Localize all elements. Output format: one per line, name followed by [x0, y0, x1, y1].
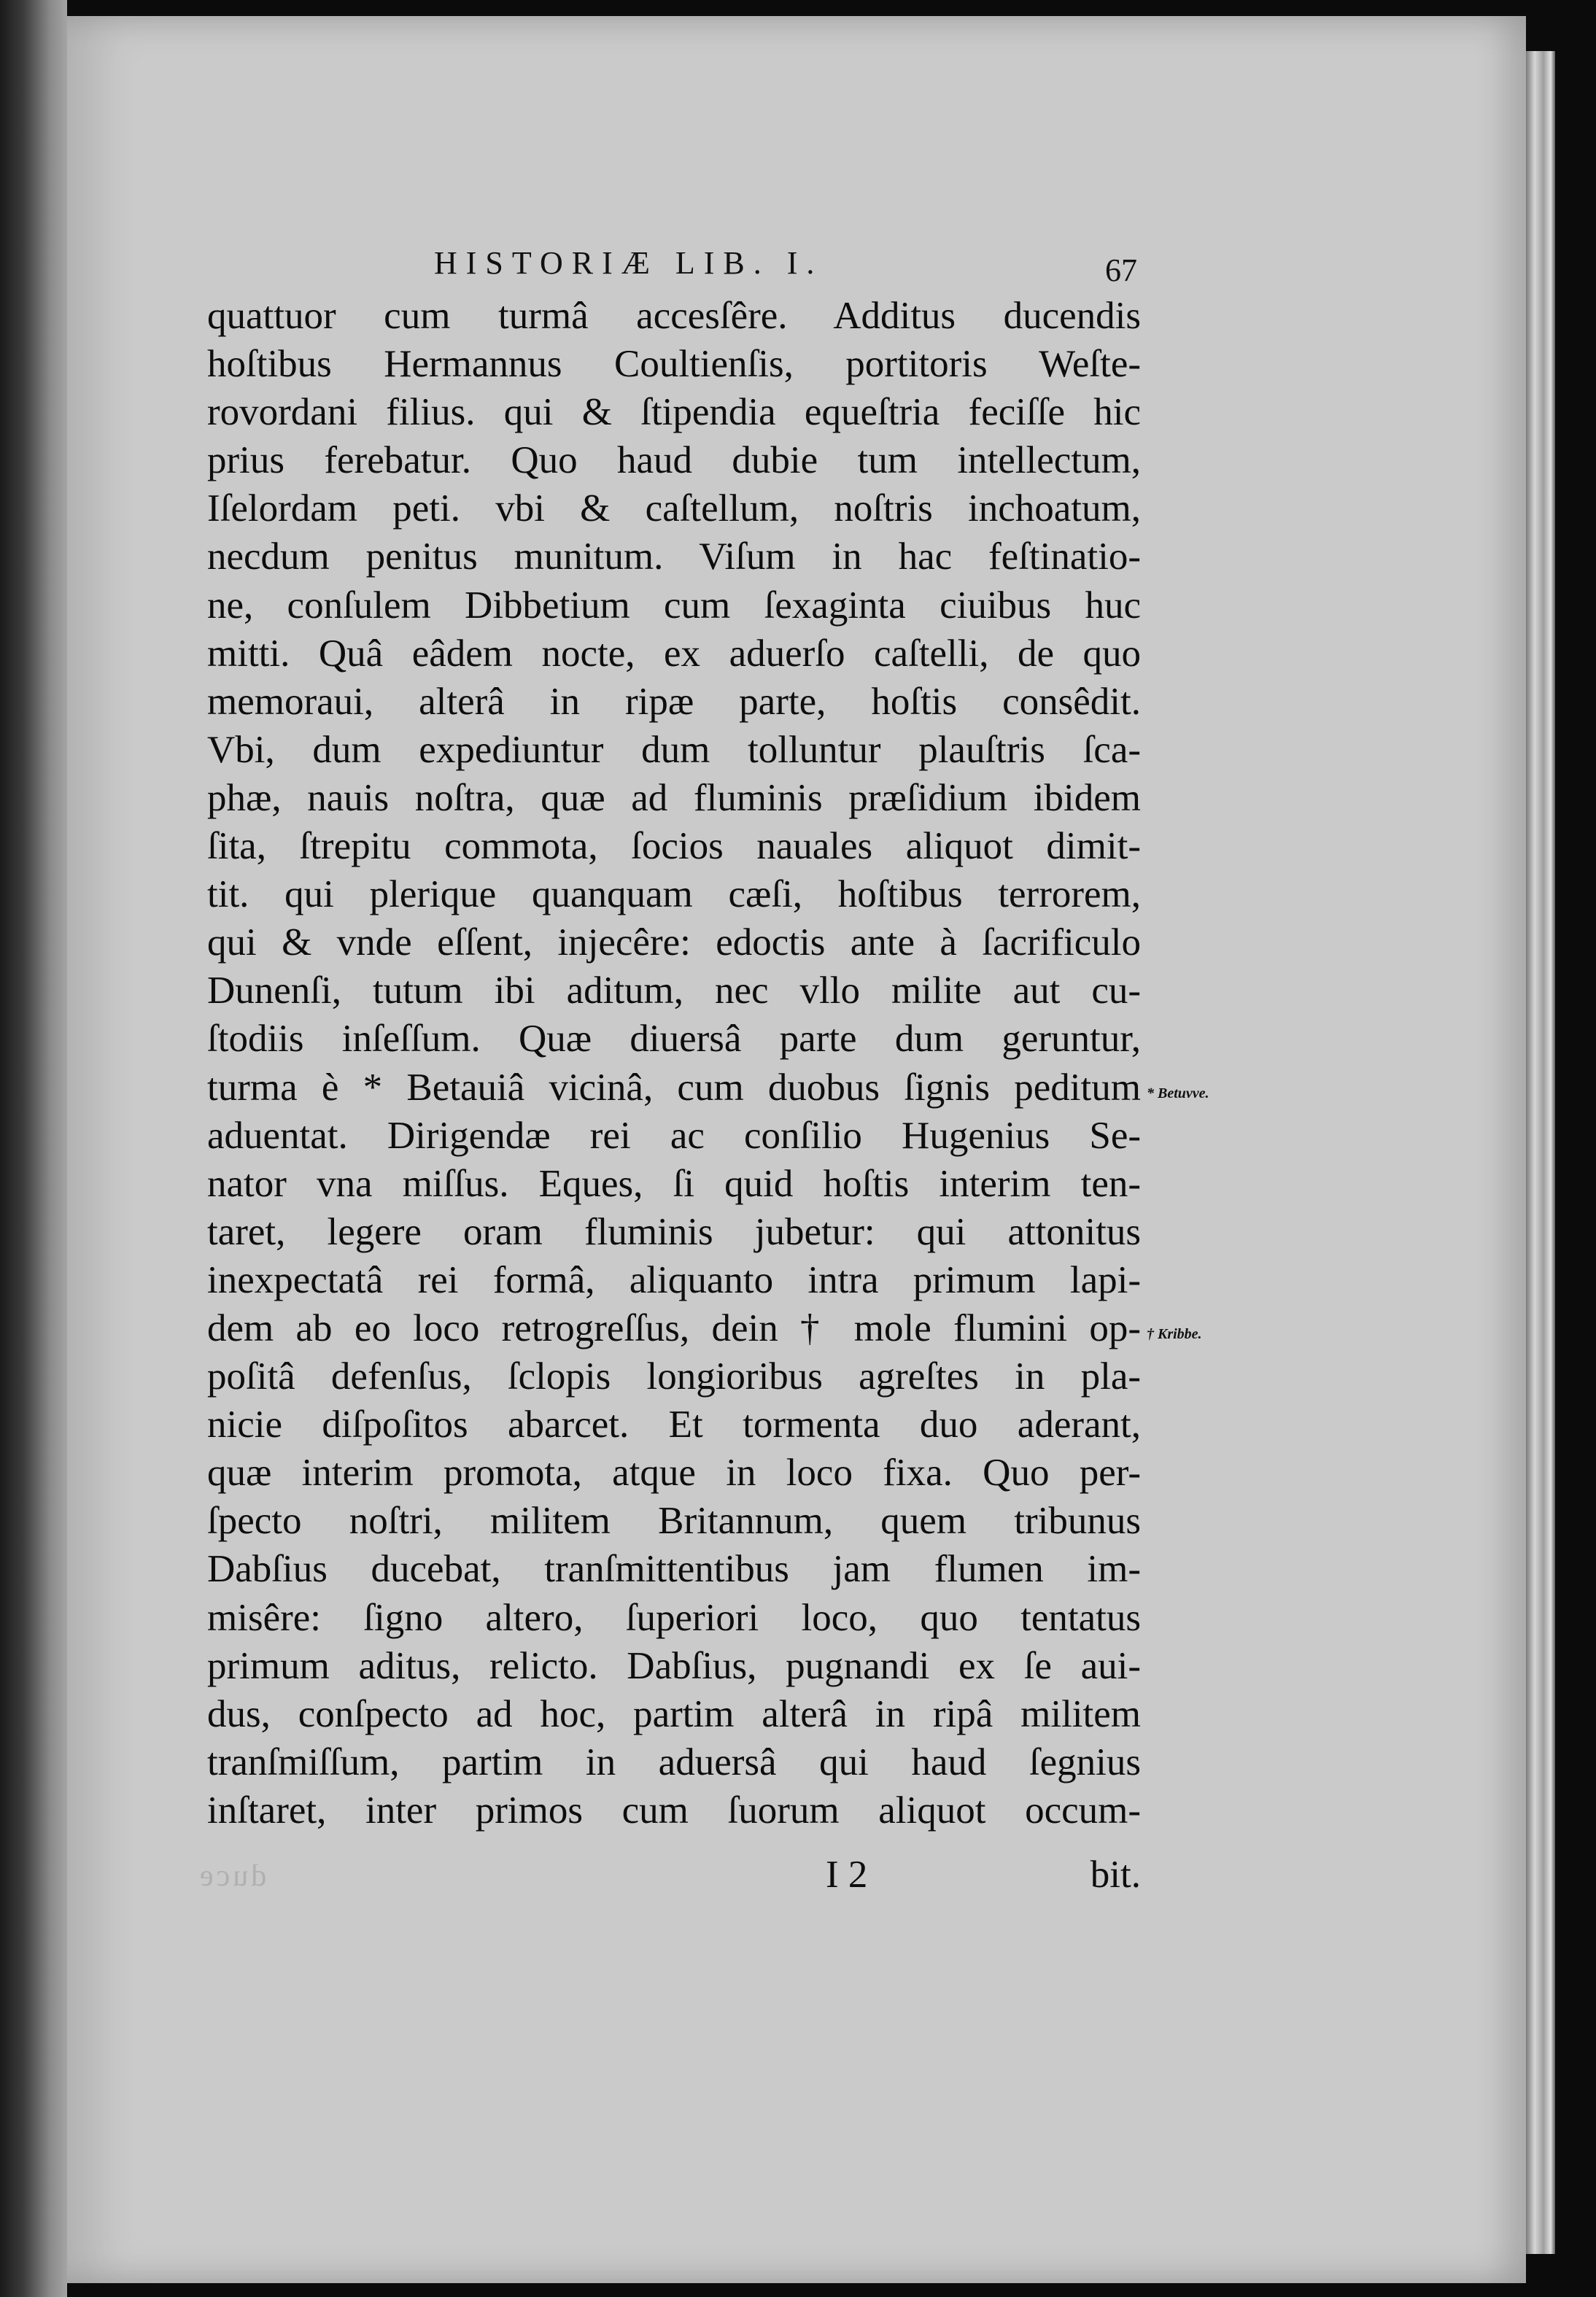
page-fore-edge	[1526, 51, 1555, 2254]
running-title: HISTORIÆ LIB. I.	[434, 245, 824, 281]
text-line: misêre: ſigno altero, ſuperiori loco, quo tentatus	[207, 1596, 1141, 1639]
text-line: tranſmiſſum, partim in aduersâ qui haud ſegnius	[207, 1740, 1141, 1783]
page-footer	[207, 1853, 1141, 1901]
text-line: quattuor cum turmâ accesſêre. Additus ducendis	[207, 295, 1141, 337]
main-text-block	[207, 292, 1141, 1835]
text-line: aduentat. Dirigendæ rei ac conſilio Hugenius Se-	[207, 1114, 1141, 1157]
text-line: Dabſius ducebat, tranſmittentibus jam flumen im-	[207, 1548, 1141, 1591]
text-line: ne, conſulem Dibbetium cum ſexaginta ciuibus huc	[207, 584, 1141, 627]
book-gutter-edge	[0, 0, 67, 2297]
text-line: rovordani filius. qui & ſtipendia equeſtria feciſſe hic	[207, 391, 1141, 434]
text-line: nicie diſpoſitos abarcet. Et tormenta duo aderant,	[207, 1403, 1141, 1446]
text-line: Dunenſi, tutum ibi aditum, nec vllo milite aut cu-	[207, 969, 1141, 1012]
marginal-note-betuvve: * Betuvve.	[1147, 1085, 1209, 1101]
text-line: nator vna miſſus. Eques, ſi quid hoſtis interim ten-	[207, 1162, 1141, 1205]
text-line: Iſelordam peti. vbi & caſtellum, noſtris inchoatum,	[207, 487, 1141, 530]
text-line: Vbi, dum expediuntur dum tolluntur plauſtris ſca-	[207, 728, 1141, 771]
signature-mark: I 2	[826, 1854, 868, 1896]
text-line: qui & vnde eſſent, injecêre: edoctis ante à ſacrificulo	[207, 921, 1141, 964]
text-line: dus, conſpecto ad hoc, partim alterâ in ripâ militem	[207, 1692, 1141, 1735]
text-line: turma è * Betauiâ vicinâ, cum duobus ſignis peditum	[207, 1066, 1141, 1109]
text-line: ſtodiis inſeſſum. Quæ diuersâ parte dum geruntur,	[207, 1018, 1141, 1061]
marginal-note-kribbe: † Kribbe.	[1147, 1326, 1202, 1342]
text-line: dem ab eo loco retrogreſſus, dein † mole flumini op-	[207, 1306, 1141, 1349]
text-line: hoſtibus Hermannus Coultienſis, portitoris Weſte-	[207, 343, 1141, 386]
text-line: memoraui, alterâ in ripæ parte, hoſtis consêdit.	[207, 680, 1141, 723]
text-line: inexpectatâ rei formâ, aliquanto intra primum lapi-	[207, 1258, 1141, 1301]
text-line: inſtaret, inter primos cum ſuorum aliquot occum-	[207, 1789, 1141, 1832]
text-line: prius ferebatur. Quo haud dubie tum intellectum,	[207, 439, 1141, 482]
text-line: mitti. Quâ eâdem nocte, ex aduerſo caſtelli, de quo	[207, 632, 1141, 675]
page-number: 67	[1105, 252, 1137, 288]
text-line: poſitâ defenſus, ſclopis longioribus agreſtes in pla-	[207, 1355, 1141, 1398]
text-line: ſita, ſtrepitu commota, ſocios nauales aliquot dimit-	[207, 825, 1141, 868]
text-line: phæ, nauis noſtra, quæ ad fluminis præſidium ibidem	[207, 776, 1141, 819]
text-line: tit. qui plerique quanquam cæſi, hoſtibus terrorem,	[207, 873, 1141, 916]
bleed-through-text: duce	[197, 1859, 267, 1893]
text-line: primum aditus, relicto. Dabſius, pugnandi ex ſe aui-	[207, 1644, 1141, 1687]
text-line: taret, legere oram fluminis jubetur: qui attonitus	[207, 1210, 1141, 1253]
catchword: bit.	[1090, 1854, 1141, 1896]
text-line: ſpecto noſtri, militem Britannum, quem tribunus	[207, 1500, 1141, 1543]
text-line: necdum penitus munitum. Viſum in hac feſtinatio-	[207, 535, 1141, 578]
text-line: quæ interim promota, atque in loco fixa. Quo per-	[207, 1452, 1141, 1495]
